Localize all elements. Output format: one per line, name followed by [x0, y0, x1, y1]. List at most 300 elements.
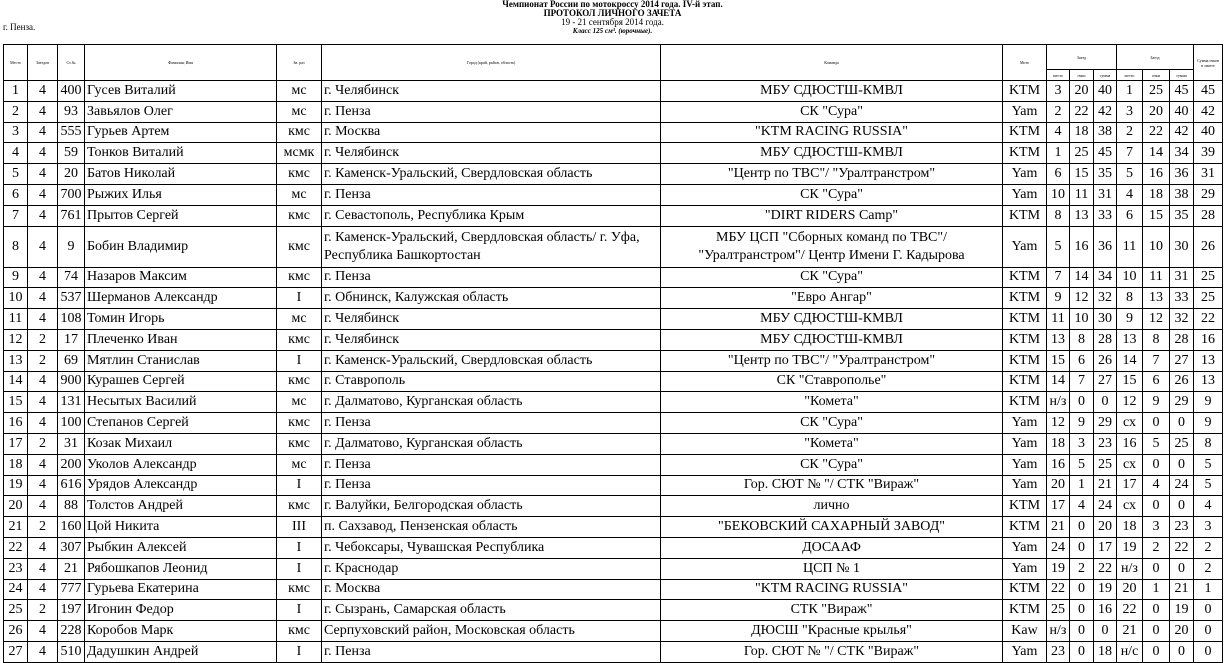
cell-heat2-place: сх — [1117, 496, 1143, 517]
cell-heat2-sum: 0 — [1170, 413, 1194, 434]
cell-name: Дадушкин Андрей — [85, 641, 277, 662]
table-row — [4, 101, 1223, 122]
cell-heat1-sum: 29 — [1094, 413, 1117, 434]
cell-moto: KTM — [1003, 392, 1047, 413]
cell-place: 17 — [4, 433, 28, 454]
cell-heat2-place: 22 — [1117, 600, 1143, 621]
cell-heat1-sum: 22 — [1094, 558, 1117, 579]
cell-city: г. Москва — [322, 579, 661, 600]
cell-place: 25 — [4, 600, 28, 621]
cell-heat2-sum: 32 — [1170, 309, 1194, 330]
cell-heat1-points: 13 — [1070, 205, 1094, 226]
cell-total: 0 — [1194, 600, 1223, 621]
cell-heat2-sum: 33 — [1170, 288, 1194, 309]
cell-moto: Yam — [1003, 413, 1047, 434]
cell-city: г. Каменск-Уральский, Свердловская область — [322, 350, 661, 371]
cell-heat1-points: 25 — [1070, 143, 1094, 164]
cell-total: 0 — [1194, 641, 1223, 662]
cell-heat2-place: 10 — [1117, 267, 1143, 288]
cell-heats: 4 — [28, 475, 58, 496]
cell-team: СК "Сура" — [661, 413, 1003, 434]
table-row — [4, 329, 1223, 350]
cell-heat1-sum: 34 — [1094, 267, 1117, 288]
cell-total: 9 — [1194, 413, 1223, 434]
cell-moto: Yam — [1003, 226, 1047, 267]
document-dates: 19 - 21 сентября 2014 года. — [561, 17, 664, 27]
cell-heat2-sum: 0 — [1170, 454, 1194, 475]
table-row — [4, 641, 1223, 662]
cell-heat2-place: 3 — [1117, 101, 1143, 122]
cell-num: 21 — [58, 558, 85, 579]
cell-heat1-place: 12 — [1047, 413, 1070, 434]
cell-team: Гор. СЮТ № "/ СТК "Вираж" — [661, 475, 1003, 496]
cell-team: "Комета" — [661, 433, 1003, 454]
cell-rank: мс — [277, 454, 322, 475]
cell-heat2-points: 18 — [1143, 184, 1170, 205]
cell-heats: 4 — [28, 205, 58, 226]
cell-total: 28 — [1194, 205, 1223, 226]
cell-heat1-place: 23 — [1047, 641, 1070, 662]
table-row — [4, 309, 1223, 330]
cell-moto: Yam — [1003, 558, 1047, 579]
cell-moto: KTM — [1003, 350, 1047, 371]
cell-heat2-sum: 22 — [1170, 537, 1194, 558]
cell-heat2-place: 12 — [1117, 392, 1143, 413]
col-heat2-place: место — [1117, 70, 1143, 81]
cell-heat2-points: 9 — [1143, 392, 1170, 413]
cell-num: 900 — [58, 371, 85, 392]
cell-name: Батов Николай — [85, 164, 277, 185]
cell-city: г. Челябинск — [322, 329, 661, 350]
cell-heat1-place: 22 — [1047, 579, 1070, 600]
cell-city: г. Сызрань, Самарская область — [322, 600, 661, 621]
table-row — [4, 454, 1223, 475]
cell-heat2-sum: 34 — [1170, 143, 1194, 164]
cell-heat2-sum: 20 — [1170, 621, 1194, 642]
col-heat2: Заезд — [1117, 45, 1194, 70]
col-heat1-place: место — [1047, 70, 1070, 81]
cell-heat1-points: 4 — [1070, 496, 1094, 517]
cell-moto: KTM — [1003, 81, 1047, 102]
cell-heat1-sum: 19 — [1094, 579, 1117, 600]
cell-city: г. Пенза — [322, 641, 661, 662]
table-row — [4, 226, 1223, 267]
cell-num: 93 — [58, 101, 85, 122]
cell-place: 3 — [4, 122, 28, 143]
cell-city: г. Севастополь, Республика Крым — [322, 205, 661, 226]
cell-heat1-points: 20 — [1070, 81, 1094, 102]
cell-heat1-sum: 42 — [1094, 101, 1117, 122]
cell-heat2-place: 4 — [1117, 184, 1143, 205]
cell-rank: кмс — [277, 413, 322, 434]
col-city: Город (край, район, область) — [322, 45, 661, 81]
cell-heat2-points: 25 — [1143, 81, 1170, 102]
cell-heat1-sum: 28 — [1094, 329, 1117, 350]
cell-total: 3 — [1194, 517, 1223, 538]
cell-rank: кмс — [277, 371, 322, 392]
cell-heat2-place: 2 — [1117, 122, 1143, 143]
cell-heat2-points: 7 — [1143, 350, 1170, 371]
cell-team: СК "Ставрополье" — [661, 371, 1003, 392]
cell-num: 131 — [58, 392, 85, 413]
cell-heat1-sum: 23 — [1094, 433, 1117, 454]
table-row — [4, 371, 1223, 392]
cell-heat1-points: 0 — [1070, 392, 1094, 413]
cell-heats: 4 — [28, 226, 58, 267]
cell-heat1-points: 12 — [1070, 288, 1094, 309]
cell-heat1-sum: 38 — [1094, 122, 1117, 143]
cell-heats: 4 — [28, 267, 58, 288]
cell-heat1-place: 11 — [1047, 309, 1070, 330]
cell-heat1-sum: 0 — [1094, 392, 1117, 413]
cell-name: Тонков Виталий — [85, 143, 277, 164]
cell-team: ДОСААФ — [661, 537, 1003, 558]
col-num: Ст.№ — [58, 45, 85, 81]
cell-team: СК "Сура" — [661, 184, 1003, 205]
cell-moto: KTM — [1003, 205, 1047, 226]
cell-team: МБУ СДЮСТШ-КМВЛ — [661, 329, 1003, 350]
cell-heat1-points: 1 — [1070, 475, 1094, 496]
cell-team: МБУ СДЮСТШ-КМВЛ — [661, 143, 1003, 164]
cell-name: Гурьев Артем — [85, 122, 277, 143]
cell-name: Козак Михаил — [85, 433, 277, 454]
cell-heat2-points: 22 — [1143, 122, 1170, 143]
cell-place: 14 — [4, 371, 28, 392]
cell-place: 9 — [4, 267, 28, 288]
cell-rank: кмс — [277, 122, 322, 143]
cell-heat1-sum: 31 — [1094, 184, 1117, 205]
cell-name: Коробов Марк — [85, 621, 277, 642]
cell-num: 88 — [58, 496, 85, 517]
cell-rank: I — [277, 350, 322, 371]
cell-num: 160 — [58, 517, 85, 538]
cell-num: 69 — [58, 350, 85, 371]
cell-total: 0 — [1194, 621, 1223, 642]
cell-heat2-sum: 26 — [1170, 371, 1194, 392]
cell-num: 510 — [58, 641, 85, 662]
cell-rank: I — [277, 288, 322, 309]
cell-heat1-place: 21 — [1047, 517, 1070, 538]
cell-heat1-place: 20 — [1047, 475, 1070, 496]
cell-team: МБУ СДЮСТШ-КМВЛ — [661, 309, 1003, 330]
cell-rank: кмс — [277, 226, 322, 267]
venue-city: г. Пенза. — [3, 22, 36, 32]
cell-heats: 4 — [28, 579, 58, 600]
cell-heat2-place: 7 — [1117, 143, 1143, 164]
table-row — [4, 413, 1223, 434]
cell-name: Толстов Андрей — [85, 496, 277, 517]
cell-rank: мс — [277, 392, 322, 413]
cell-heat1-place: 25 — [1047, 600, 1070, 621]
cell-heat2-place: 14 — [1117, 350, 1143, 371]
cell-place: 8 — [4, 226, 28, 267]
cell-rank: мс — [277, 184, 322, 205]
cell-team: "DIRT RIDERS Camp" — [661, 205, 1003, 226]
cell-rank: I — [277, 641, 322, 662]
cell-place: 21 — [4, 517, 28, 538]
cell-heat2-sum: 23 — [1170, 517, 1194, 538]
col-moto: Мото — [1003, 45, 1047, 81]
cell-heat1-sum: 21 — [1094, 475, 1117, 496]
cell-heat1-sum: 17 — [1094, 537, 1117, 558]
cell-heats: 4 — [28, 537, 58, 558]
cell-heat2-sum: 40 — [1170, 101, 1194, 122]
cell-city: г. Пенза — [322, 184, 661, 205]
cell-num: 200 — [58, 454, 85, 475]
cell-place: 24 — [4, 579, 28, 600]
cell-team: "KTM RACING RUSSIA" — [661, 579, 1003, 600]
cell-place: 20 — [4, 496, 28, 517]
cell-moto: KTM — [1003, 517, 1047, 538]
cell-name: Несытых Василий — [85, 392, 277, 413]
cell-rank: кмс — [277, 621, 322, 642]
cell-heat2-points: 1 — [1143, 579, 1170, 600]
cell-heat2-sum: 38 — [1170, 184, 1194, 205]
cell-place: 16 — [4, 413, 28, 434]
cell-heats: 4 — [28, 101, 58, 122]
cell-place: 1 — [4, 81, 28, 102]
cell-rank: кмс — [277, 267, 322, 288]
cell-heat1-sum: 33 — [1094, 205, 1117, 226]
cell-moto: Yam — [1003, 537, 1047, 558]
table-row — [4, 164, 1223, 185]
cell-heat2-sum: 25 — [1170, 433, 1194, 454]
cell-place: 26 — [4, 621, 28, 642]
cell-heat1-place: н/з — [1047, 621, 1070, 642]
cell-heat2-sum: 0 — [1170, 558, 1194, 579]
cell-total: 13 — [1194, 350, 1223, 371]
cell-rank: I — [277, 537, 322, 558]
cell-heat2-sum: 0 — [1170, 641, 1194, 662]
table-row — [4, 392, 1223, 413]
cell-heat1-points: 0 — [1070, 621, 1094, 642]
cell-heat2-place: сх — [1117, 454, 1143, 475]
cell-heat2-sum: 27 — [1170, 350, 1194, 371]
table-row — [4, 433, 1223, 454]
cell-heat1-points: 16 — [1070, 226, 1094, 267]
cell-heat1-points: 11 — [1070, 184, 1094, 205]
cell-city: г. Пенза — [322, 454, 661, 475]
cell-heat1-place: 7 — [1047, 267, 1070, 288]
cell-heat2-sum: 31 — [1170, 267, 1194, 288]
cell-heat2-sum: 30 — [1170, 226, 1194, 267]
cell-team: "БЕКОВСКИЙ САХАРНЫЙ ЗАВОД" — [661, 517, 1003, 538]
cell-city: г. Пенза — [322, 475, 661, 496]
cell-city: г. Далматово, Курганская область — [322, 392, 661, 413]
cell-heat1-sum: 18 — [1094, 641, 1117, 662]
cell-heat2-points: 6 — [1143, 371, 1170, 392]
cell-heat1-sum: 26 — [1094, 350, 1117, 371]
cell-heat1-sum: 27 — [1094, 371, 1117, 392]
cell-heat1-place: 1 — [1047, 143, 1070, 164]
cell-team: "Евро Ангар" — [661, 288, 1003, 309]
cell-city: г. Челябинск — [322, 143, 661, 164]
cell-moto: KTM — [1003, 288, 1047, 309]
col-heat1-points: очки — [1070, 70, 1094, 81]
cell-heat1-place: 19 — [1047, 558, 1070, 579]
cell-heat2-points: 0 — [1143, 600, 1170, 621]
cell-city: г. Чебоксары, Чувашская Республика — [322, 537, 661, 558]
cell-heat2-sum: 21 — [1170, 579, 1194, 600]
cell-heat2-points: 16 — [1143, 164, 1170, 185]
cell-heat1-place: 24 — [1047, 537, 1070, 558]
cell-total: 40 — [1194, 122, 1223, 143]
cell-num: 100 — [58, 413, 85, 434]
cell-total: 9 — [1194, 392, 1223, 413]
cell-heats: 4 — [28, 558, 58, 579]
cell-total: 39 — [1194, 143, 1223, 164]
cell-team: СК "Сура" — [661, 267, 1003, 288]
cell-heat1-place: 9 — [1047, 288, 1070, 309]
cell-total: 13 — [1194, 371, 1223, 392]
cell-heats: 2 — [28, 433, 58, 454]
cell-total: 4 — [1194, 496, 1223, 517]
cell-rank: кмс — [277, 579, 322, 600]
cell-place: 2 — [4, 101, 28, 122]
cell-heat2-place: 21 — [1117, 621, 1143, 642]
cell-moto: KTM — [1003, 122, 1047, 143]
cell-rank: III — [277, 517, 322, 538]
col-heat2-points: очки — [1143, 70, 1170, 81]
cell-heat2-place: 20 — [1117, 579, 1143, 600]
cell-heat2-points: 15 — [1143, 205, 1170, 226]
cell-city: г. Пенза — [322, 101, 661, 122]
cell-total: 25 — [1194, 267, 1223, 288]
cell-heat1-place: 13 — [1047, 329, 1070, 350]
cell-num: 228 — [58, 621, 85, 642]
cell-moto: KTM — [1003, 329, 1047, 350]
document-title: Чемпионат России по мотокроссу 2014 года. IV-й этап. — [502, 0, 723, 9]
cell-heat1-place: 17 — [1047, 496, 1070, 517]
class-label: Класс 125 см³. (юрочные). — [572, 27, 653, 35]
cell-place: 19 — [4, 475, 28, 496]
cell-rank: кмс — [277, 329, 322, 350]
cell-name: Цой Никита — [85, 517, 277, 538]
cell-heats: 4 — [28, 288, 58, 309]
cell-name: Рыжих Илья — [85, 184, 277, 205]
cell-heat2-place: 13 — [1117, 329, 1143, 350]
cell-team: "Центр по ТВС"/ "Уралтранстром" — [661, 164, 1003, 185]
cell-name: Степанов Сергей — [85, 413, 277, 434]
cell-heat2-place: 15 — [1117, 371, 1143, 392]
cell-name: Курашев Сергей — [85, 371, 277, 392]
cell-name: Рыбкин Алексей — [85, 537, 277, 558]
cell-rank: I — [277, 475, 322, 496]
cell-num: 537 — [58, 288, 85, 309]
cell-heat1-points: 15 — [1070, 164, 1094, 185]
cell-total: 8 — [1194, 433, 1223, 454]
cell-heat1-points: 9 — [1070, 413, 1094, 434]
cell-heat2-points: 0 — [1143, 621, 1170, 642]
cell-moto: Kaw — [1003, 621, 1047, 642]
cell-heat1-sum: 0 — [1094, 621, 1117, 642]
cell-city: г. Далматово, Курганская область — [322, 433, 661, 454]
cell-name: Рябошкапов Леонид — [85, 558, 277, 579]
cell-rank: кмс — [277, 496, 322, 517]
cell-heats: 4 — [28, 454, 58, 475]
cell-heat1-place: 18 — [1047, 433, 1070, 454]
cell-moto: KTM — [1003, 579, 1047, 600]
cell-heat1-sum: 30 — [1094, 309, 1117, 330]
cell-heat2-sum: 36 — [1170, 164, 1194, 185]
cell-total: 16 — [1194, 329, 1223, 350]
cell-moto: Yam — [1003, 454, 1047, 475]
cell-heat2-points: 20 — [1143, 101, 1170, 122]
cell-team: МБУ ЦСП "Сборных команд по ТВС"/ "Уралтранстром"/ Центр Имени Г. Кадырова — [661, 226, 1003, 267]
cell-heats: 4 — [28, 122, 58, 143]
cell-heat1-place: 16 — [1047, 454, 1070, 475]
cell-heat2-place: 1 — [1117, 81, 1143, 102]
table-row — [4, 621, 1223, 642]
cell-name: Шерманов Александр — [85, 288, 277, 309]
cell-total: 2 — [1194, 558, 1223, 579]
cell-city: г. Челябинск — [322, 81, 661, 102]
cell-heat2-sum: 42 — [1170, 122, 1194, 143]
cell-moto: KTM — [1003, 600, 1047, 621]
cell-place: 22 — [4, 537, 28, 558]
cell-heat2-place: сх — [1117, 413, 1143, 434]
cell-heat1-place: 10 — [1047, 184, 1070, 205]
cell-heats: 4 — [28, 309, 58, 330]
cell-heat1-sum: 45 — [1094, 143, 1117, 164]
cell-team: СК "Сура" — [661, 101, 1003, 122]
cell-total: 2 — [1194, 537, 1223, 558]
cell-team: "Комета" — [661, 392, 1003, 413]
col-rank: Зв. раз — [277, 45, 322, 81]
col-total: Сумма очков в зачете — [1194, 45, 1223, 81]
cell-heat1-place: 4 — [1047, 122, 1070, 143]
cell-num: 761 — [58, 205, 85, 226]
cell-city: г. Москва — [322, 122, 661, 143]
col-heat1-sum: сумма — [1094, 70, 1117, 81]
cell-heat1-points: 7 — [1070, 371, 1094, 392]
table-row — [4, 350, 1223, 371]
cell-name: Бобин Владимир — [85, 226, 277, 267]
cell-heat2-place: н/с — [1117, 641, 1143, 662]
cell-city: г. Краснодар — [322, 558, 661, 579]
cell-moto: Yam — [1003, 101, 1047, 122]
cell-heat1-points: 14 — [1070, 267, 1094, 288]
cell-num: 555 — [58, 122, 85, 143]
cell-heat1-place: 8 — [1047, 205, 1070, 226]
cell-heat1-points: 10 — [1070, 309, 1094, 330]
cell-heat2-sum: 28 — [1170, 329, 1194, 350]
cell-place: 7 — [4, 205, 28, 226]
cell-heat1-points: 3 — [1070, 433, 1094, 454]
cell-heat1-place: 5 — [1047, 226, 1070, 267]
cell-city: г. Обнинск, Калужская область — [322, 288, 661, 309]
cell-total: 5 — [1194, 475, 1223, 496]
cell-heat2-place: 19 — [1117, 537, 1143, 558]
cell-name: Прытов Сергей — [85, 205, 277, 226]
cell-heat2-place: 16 — [1117, 433, 1143, 454]
table-row — [4, 579, 1223, 600]
cell-heat2-place: 17 — [1117, 475, 1143, 496]
table-row — [4, 143, 1223, 164]
cell-team: "Центр по ТВС"/ "Уралтранстром" — [661, 350, 1003, 371]
cell-moto: Yam — [1003, 164, 1047, 185]
cell-name: Завьялов Олег — [85, 101, 277, 122]
cell-heat1-points: 0 — [1070, 537, 1094, 558]
cell-name: Игонин Федор — [85, 600, 277, 621]
cell-num: 74 — [58, 267, 85, 288]
cell-heats: 4 — [28, 413, 58, 434]
cell-place: 18 — [4, 454, 28, 475]
cell-moto: Yam — [1003, 641, 1047, 662]
cell-num: 9 — [58, 226, 85, 267]
col-heats: Заездов — [28, 45, 58, 81]
results-table — [3, 44, 1223, 663]
